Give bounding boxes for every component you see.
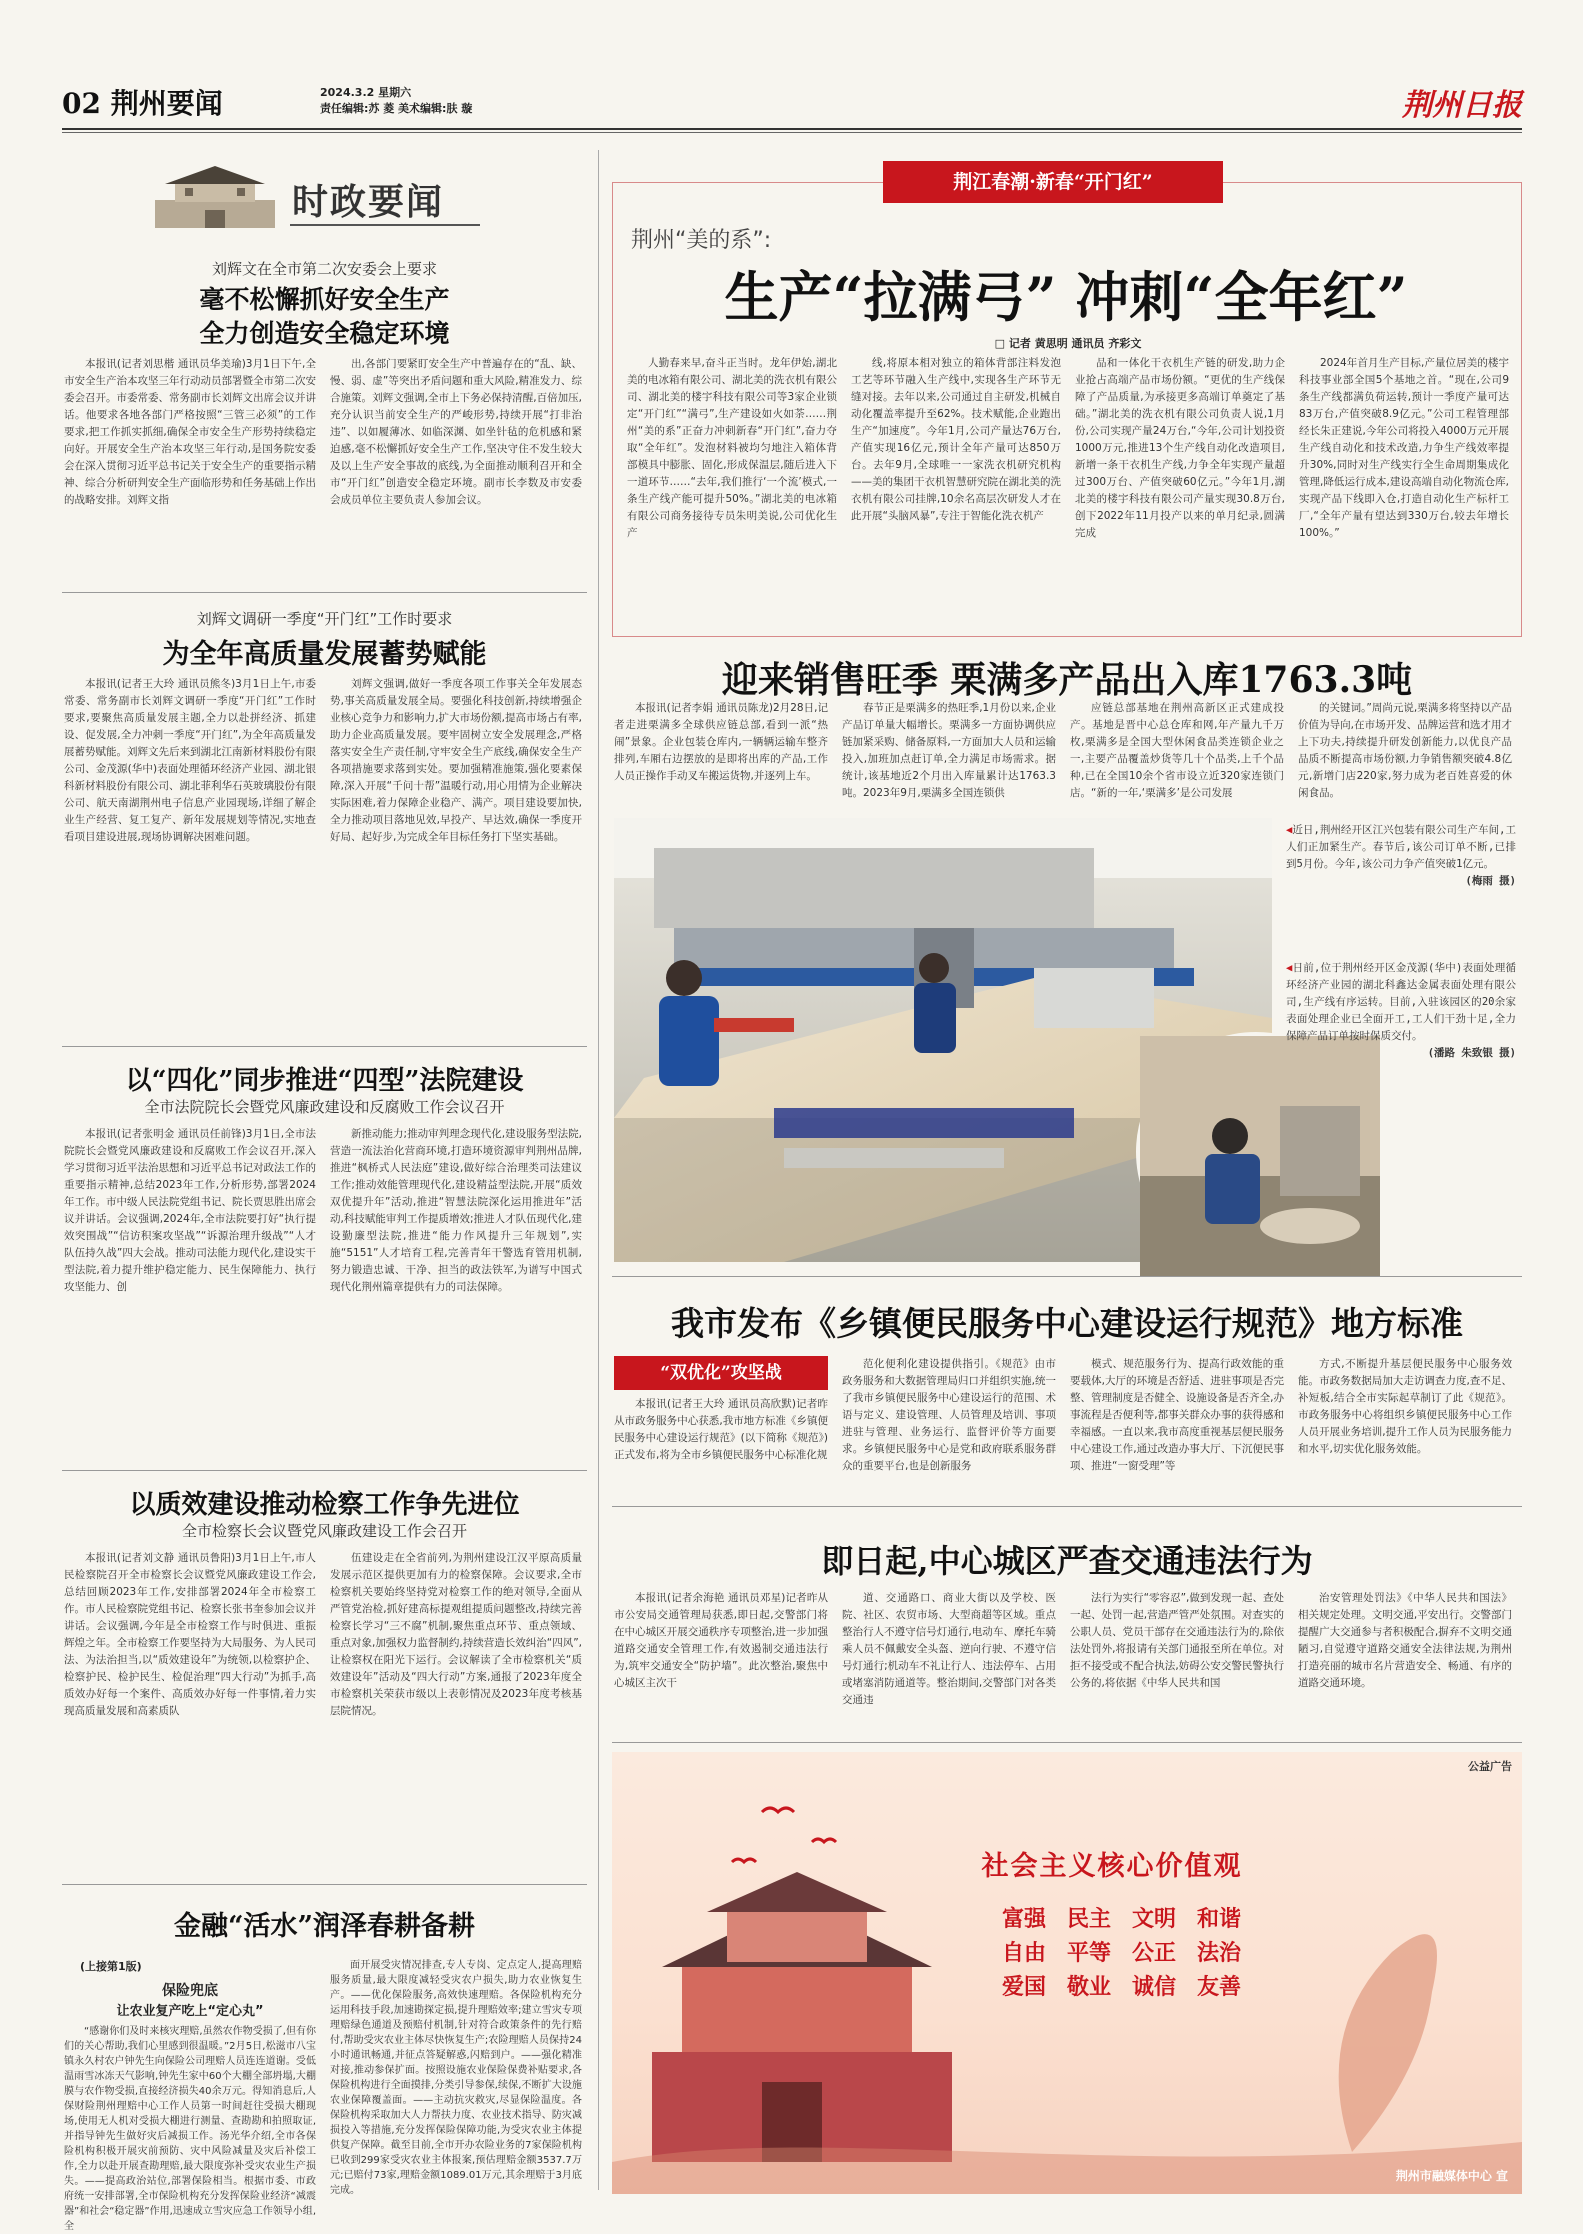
masthead-rule [62,128,1522,130]
article5-col2: 面开展受灾情况排查,专人专岗、定点定人,提高理赔服务质量,最大限度减轻受灾农户损失,助力农业恢复生产。——优化保险服务,高效快速理赔。各保险机构充分运用科技手段,加速勘探定损,提升理赔效率;建立雪灾专项理赔绿色通道及预赔付机制,针对符合政策条件的先行赔付,帮助受灾农业主体尽快恢复生产;农险理赔人员保持24小时通讯畅通,并征点答疑解惑,闪赔到户。——强化精准对接,推动参保扩面。按照设施农业保险保费补贴要求,各保险机构进行全面摸排,分类引导参保,续保,不断扩大设施农业保障覆盖面。——主动抗灾救灾,尽显保险温度。各保险机构采取加大人力帮扶力度、农业技术指导、防灾减损投入等措施,充分发挥保险保障功能,为受灾农业主体提供复产保障。截至目前,全市开办农险业务的7家保险机构已收到299家受灾农业主体报案,预估理赔金额3537.7万元;已赔付73家,理赔金额1089.01万元,其余理赔于3月底完成。 [330,1960,582,2196]
standard-col2: 范化便利化建设提供指引。《规范》由市政务服务和大数据管理局归口并组织实施,统一了我市乡镇便民服务中心建设运行的范围、术语与定义、建设管理、人员管理及培训、事项进驻与管理、业务运行、监督评价等方面要求。乡镇便民服务中心是党和政府联系服务群众的重要平台,也是创新服务 [842,1358,1056,1472]
standard-col1: 本报讯(记者王大玲 通讯员高欣默)记者昨从市政务服务中心获悉,我市地方标准《乡镇便民服务中心建设运行规范》(以下简称《规范》)正式发布,将为全市乡镇便民服务中心标准化规 [614,1398,828,1461]
article5-title: 金融“活水”润泽春耕备耕 [173,1911,476,1942]
divider [62,592,587,593]
standard-tag: “双优化”攻坚战 [614,1356,828,1390]
page-label: 02 荆州要闻 [62,87,223,120]
article1-col2: 出,各部门要紧盯安全生产中普遍存在的“乱、缺、慢、弱、虚”等突出矛盾问题和重大风险,精准发力、综合施策。刘辉文强调,全市上下务必保持清醒,百倍加压,充分认识当前安全生产的严峻形势,持续开展“打非治违”、以如履薄冰、如临深渊、如坐针毡的危机感和紧迫感,毫不松懈抓好安全生产工作,坚决守住不发生较大及以上生产安全事故的底线,为全面推动顺利召开和全市“开门红”创造安全稳定环境。副市长李数及市安委会成员单位主要负责人参加会议。 [330,358,582,506]
article1-title-line2: 全力创造安全稳定环境 [199,319,450,348]
divider [62,1046,587,1047]
core-value: 公正 [1132,1941,1177,1966]
photo-caption-2: ◀日前,位于荆州经开区金茂源(华中)表面处理循环经济产业园的湖北科鑫达金属表面处理有限公司,生产线有序运转。目前,入驻该园区的20余家表面处理企业已全面开工,工人们干劲十足,全力保障产品订单按时保质交付。 (潘路 朱致银 摄) [1286,960,1516,1062]
feature-col1: 人勤春来早,奋斗正当时。龙年伊始,湖北美的电冰箱有限公司、湖北美的洗衣机有限公司、湖北美的楼宇科技有限公司等3家企业锁定“开门红”“满弓”,生产建设如火如荼……荆州“美的系”正奋力冲刺新春“开门红”,奋力夺取“全年红”。发泡材料被均匀地注入箱体背部模具中膨胀、固化,形成保温层,随后进入下一道环节……“去年,我们推行‘一个流’模式,一条生产线产能可提升50%。”湖北美的电冰箱有限公司商务接待专员朱明美说,公司优化生产 [627,357,837,539]
photo-caption-1: ◀近日,荆州经开区江兴包装有限公司生产车间,工人们正加紧生产。春节后,该公司订单不断,已排到5月份。今年,该公司力争产值突破1亿元。 (梅雨 摄) [1286,822,1516,890]
article3-col2: 新推动能力;推动审判理念现代化,建设服务型法院,营造一流法治化营商环境,打造环境资源审判荆州品牌,推进“枫桥式人民法庭”建设,做好综合治理类司法建议工作;推动效能管理现代化,建设精益型法院,开展“质效双优提升年”活动,推进“智慧法院深化运用推进年”活动,科技赋能审判工作提质增效;推进人才队伍现代化,建设勤廉型法院,推进“能力作风提升三年规划”,实施“5151”人才培育工程,完善青年干警选育管用机制,努力锻造忠诚、干净、担当的政法铁军,为谱写中国式现代化荆州篇章提供有力的司法保障。 [330,1128,582,1293]
caption-arrow-icon: ◀ [1286,824,1293,836]
chestnut-col3: 应链总部基地在荆州高新区正式建成投产。基地是晋中心总仓库和网,年产量九千万枚,栗满多是全国大型休闲食品类连锁企业之一,主要产品覆盖炒货等几十个品类,上千个品种,已在全国10余个省市设立近320家连锁门店。“新的一年,‘栗满多’是公司发展 [1070,702,1284,799]
ad-label: 公益广告 [1468,1760,1512,1773]
chestnut-col4: 的关键词。”周尚元说,栗满多将坚持以产品价值为导向,在市场开发、品牌运营和选才用才上下功夫,持续提升研发创新能力,以优良产品品质不断提高市场份额,力争销售额突破4.8亿元,新增门店220家,努力成为老百姓喜爱的休闲食品。 [1298,702,1512,799]
core-value: 平等 [1067,1941,1112,1966]
traffic-col2: 道、交通路口、商业大街以及学校、医院、社区、农贸市场、大型商超等区域。重点整治行人不遵守信号灯通行,电动车、摩托车骑乘人员不佩戴安全头盔、逆向行驶、不遵守信号灯通行;机动车不礼让行人、违法停车、占用或堵塞消防通道等。整治期间,交警部门对各类交通违 [842,1592,1056,1706]
article5-col1: “感谢你们及时来核灾理赔,虽然农作物受损了,但有你们的关心帮助,我们心里感到很温暖。”2月5日,松滋市八宝镇永久村农户钟先生向保险公司理赔人员连连道谢。受低温雨雪冰冻天气影响,钟先生家中60个大棚全部坍塌,大棚膜与农作物受损,直接经济损失40余万元。得知消息后,人保财险荆州理赔中心工作人员第一时间赶往受损大棚现场,使用无人机对受损大棚进行测量、查勘勘和拍照取证,并指导钟先生做好灾后减损工作。汤光华介绍,全市各保险机构积极开展灾前预防、灾中风险减量及灾后补偿工作,全力以赴开展查勘理赔,最大限度弥补受灾农业生产损失。——提高政治站位,部署保险相当。根据市委、市政府统一安排部署,全市保险机构充分发挥保险业经济“减震器”和社会“稳定器”作用,迅速成立雪灾应急工作领导小组,全 [64,2026,316,2232]
article1-title-line1: 毫不松懈抓好安全生产 [199,285,450,314]
article4-title: 以质效建设推动检察工作争先进位 [129,1490,520,1520]
feature-banner: 荆江春潮·新春“开门红” [883,161,1223,203]
core-value: 友善 [1197,1975,1242,2000]
newspaper-logo: 荆州日报 [1402,88,1522,123]
article1-col1: 本报讯(记者刘思楷 通讯员华美瑜)3月1日下午,全市安全生产治本攻坚三年行动动员部署暨全市第二次安委会召开。市委常委、常务副市长刘辉文出席会议并讲话。他要求各地各部门严格按照“三管三必须”的工作要求,把工作抓实抓细,确保全市安全生产形势持续稳定向好。开展安全生产治本攻坚三年行动,是国务院安委会在深入贯彻习近平总书记关于安全生产的重要指示精神、综合分析研判安全生产面临形势和任务基础上作出的战略安排。刘辉文指 [64,358,316,506]
section-title-rule [290,224,480,226]
article2-col1: 本报讯(记者王大玲 通讯员熊冬)3月1日上午,市委常委、常务副市长刘辉文调研一季度“开门红”工作时要求,要聚焦高质量发展主题,全力以赴拼经济、抓建设、促发展,全力冲刺一季度“开门红”,为全年高质量发展蓄势赋能。刘辉文先后来到湖北江南新材料股份有限公司、金茂源(华中)表面处理循环经济产业园、湖北银科新材料股份有限公司、湖北菲利华石英玻璃股份有限公司、航天南湖荆州电子信息产业园现场,详细了解企业生产经营、复工复产、新年发展规划等情况,实地查看项目建设进展,现场协调解决困难问题。 [64,678,316,843]
feature-col4: 2024年首月生产目标,产量位居美的楼宇科技事业部全国5个基地之首。“现在,公司9条生产线都满负荷运转,预计一季度产量可达83万台,产值突破8.9亿元。”公司工程管理部经长朱正建说,今年公司将投入4000万元开展生产线自动化和技术改造,力争生产线效率提升30%,同时对生产线实行全生命周期集成化管理,降低运行成本,建设高端自动化物流仓库,实现产品下线即入仓,打造自动化生产标杆工厂,“全年产量有望达到330万台,较去年增长100%。” [1299,357,1509,539]
core-value: 法治 [1197,1941,1242,1966]
feature-box [612,171,1522,637]
article3-subtitle: 全市法院院长会暨党风廉政建设和反腐败工作会议召开 [144,1098,505,1116]
article5-subhead2: 让农业复产吃上“定心丸” [116,2004,264,2019]
city-gate-icon [150,160,280,230]
photo-credit-2: (潘路 朱致银 摄) [1427,1047,1516,1059]
feature-col2: 线,将原本相对独立的箱体背部注料发泡工艺等环节融入生产线中,实现各生产环节无缝对接。去年以来,公司通过自主研发,机械自动化覆盖率提升至62%。技术赋能,企业跑出生产“加速度”。今年1月,公司产量达76万台,产值实现16亿元,预计全年产量可达850万台。去年9月,全球唯一一家洗衣机研究机构——美的集团干衣机智慧研究院在湖北美的洗衣机有限公司挂牌,10余名高层次研发人才在此开展“头脑风暴”,专注于智能化洗衣机产 [851,357,1061,522]
column-divider [598,150,599,2190]
article2-pretitle: 刘辉文调研一季度“开门红”工作时要求 [196,610,453,628]
core-value: 文明 [1132,1907,1177,1932]
standard-col3: 模式、规范服务行为、提高行政效能的重要载体,大厅的环境是否舒适、进驻事项是否完整、管理制度是否健全、设施设备是否齐全,办事流程是否便利等,都事关群众办事的获得感和幸福感。一直以来,我市高度重视基层便民服务中心建设工作,通过改造办事大厅、下沉便民事项、推进“一窗受理”等 [1070,1358,1284,1472]
core-value: 自由 [1002,1941,1047,1966]
article2-title: 为全年高质量发展蓄势赋能 [162,639,487,670]
article4-col2: 伍建设走在全省前列,为荆州建设江汉平原高质量发展示范区提供更加有力的检察保障。会议要求,全市检察机关要始终坚持党对检察工作的绝对领导,全面从严管党治检,抓好建高标提观组提质问题整改,持续完善检察长学习“三不腐”机制,聚焦重点环节、重点领域、重点对象,加强权力监督制约,持续营造长效纠治“四风”,让检察权在阳光下运行。会议解读了全市检察机关“质效建设年”活动及“四大行动”方案,通报了2023年度全市检察机关荣获市级以上表彰情况及2023年度考核基层院情况。 [330,1552,582,1717]
feature-col3: 品和一体化干衣机生产链的研发,助力企业抢占高端产品市场份额。“更优的生产线保障了产品质量,为承接更多高端订单奠定了基础。”湖北美的洗衣机有限公司负责人说,1月份,公司实现产量24万台,“今年,公司计划投资1000万元,推进13个生产线自动化改造项目,新增一条干衣机生产线,力争全年实现产量超过300万台、产值突破60亿元。”今年1月,湖北美的楼宇科技有限公司产量实现30.8万台,创下2022年11月投产以来的单月纪录,圆满完成 [1075,357,1285,539]
core-value: 富强 [1002,1907,1047,1932]
core-value: 和谐 [1197,1907,1242,1932]
standard-title: 我市发布《乡镇便民服务中心建设运行规范》地方标准 [671,1304,1463,1343]
chestnut-col1: 本报讯(记者李娟 通讯员陈龙)2月28日,记者走进栗满多全球供应链总部,看到一派“热闹”景象。企业包装仓库内,一辆辆运输车整齐排列,车厢右边摆放的是即将出库的产品,工作人员正操作手动叉车搬运货物,并逐列上车。 [614,702,828,782]
masthead [62,78,1522,128]
photo-credit-1: (梅雨 摄) [1465,875,1516,887]
caption-arrow-icon: ◀ [1286,962,1293,974]
traffic-col1: 本报讯(记者余海艳 通讯员邓星)记者昨从市公安局交通管理局获悉,即日起,交警部门将在中心城区开展交通秩序专项整治,进一步加强道路交通安全管理工作,有效遏制交通违法行为,筑牢交通安全“防护墙”。此次整治,聚焦中心城区主次干 [614,1592,828,1689]
public-service-ad [612,1752,1522,2194]
section-header [150,160,480,232]
chestnut-title: 迎来销售旺季 栗满多产品出入库1763.3吨 [721,659,1413,701]
article4-subtitle: 全市检察长会议暨党风廉政建设工作会召开 [181,1522,467,1540]
ad-title: 社会主义核心价值观 [981,1851,1243,1882]
core-value: 敬业 [1067,1975,1112,2000]
feature-title: 生产“拉满弓” 冲刺“全年红” [724,265,1408,329]
editors: 责任编辑:苏 菱 美术编辑:肤 璇 [320,102,473,115]
issue-date: 2024.3.2 星期六 [320,86,412,99]
feature-kicker: 荆州“美的系”: [631,228,772,253]
divider [612,1742,1522,1743]
divider [612,1506,1522,1507]
traffic-col4: 治安管理处罚法》《中华人民共和国法》相关规定处理。文明交通,平安出行。交警部门提醒广大交通参与者积极配合,摒弃不文明交通陋习,自觉遵守道路交通安全法律法规,为荆州打造亮丽的城市名片营造安全、畅通、有序的道路交通环境。 [1298,1592,1512,1689]
section-title: 时政要闻 [292,181,445,223]
article3-title: 以“四化”同步推进“四型”法院建设 [125,1066,524,1096]
masthead-rule-thin [62,132,1522,133]
core-value: 爱国 [1002,1975,1047,2000]
article5-subhead1: 保险兜底 [162,1983,218,1999]
article1-pretitle: 刘辉文在全市第二次安委会上要求 [211,260,437,278]
chestnut-col2: 春节正是栗满多的热旺季,1月份以来,企业产品订单量大幅增长。栗满多一方面协调供应链加紧采购、储备原料,一方面加大人员和运输投入,加班加点赶订单,全力满足市场需求。据统计,该基地近2个月出入库量累计达1763.3吨。2023年9月,栗满多全国连锁供 [842,702,1056,799]
ad-footer: 荆州市融媒体中心 宣 [1395,2169,1508,2183]
traffic-col3: 法行为实行“零容忍”,做到发现一起、查处一起、处罚一起,营造严管严处氛围。对查实的公职人员、党员干部存在交通违法行为的,除依法处罚外,将报请有关部门通报至所在单位。对拒不接受或不配合执法,妨碍公安交警民警执行公务的,将依据《中华人民共和国 [1070,1592,1284,1689]
article2-col2: 刘辉文强调,做好一季度各项工作事关全年发展态势,事关高质量发展全局。要强化科技创新,持续增强企业核心竞争力和影响力,扩大市场份额,提高市场占有率,助力企业高质量发展。要牢固树立安全发展理念,严格落实安全生产责任制,守牢安全生产底线,确保安全生产各项措施要求落到实处。要加强精准施策,强化要素保障,深入开展“千问十帮”温暖行动,用心用情为企业解决实际困难,着力保障企业稳产、满产。项目建设要加快,全力推动项目落地见效,早投产、早达效,确保一季度开好局、起好步,为完成全年目标任务打下坚实基础。 [330,678,582,843]
feature-byline: □ 记者 黄思明 通讯员 齐彩文 [994,337,1142,350]
core-value: 诚信 [1132,1975,1177,2000]
divider [612,1276,1522,1277]
article4-col1: 本报讯(记者刘文静 通讯员鲁阳)3月1日上午,市人民检察院召开全市检察长会议暨党风廉政建设工作会,总结回顾2023年工作,安排部署2024年全市检察工作。市人民检察院党组书记、检察长张书奎参加会议并讲话。会议强调,今年是全市检察工作与时俱进、重振辉煌之年。全市检察工作要坚持为大局服务、为人民司法、为法治担当,以“质效建设年”为统领,以检察护企、检察护民、检护民生、检促治理“四大行动”为抓手,高质效办好每一个案件、高质效办好每一件事情,着力实现高质量发展和高素质队 [64,1552,316,1717]
standard-col4: 方式,不断提升基层便民服务中心服务效能。市政务数据局加大走访调查力度,查不足、补短板,结合全市实际起草制订了此《规范》。市政务服务中心将组织乡镇便民服务中心工作人员开展业务培训,提升工作人员为民服务能力和水平,切实优化服务效能。 [1298,1358,1512,1455]
workshop-photo-inset [1136,1032,1376,1272]
divider [62,1884,587,1885]
core-value: 民主 [1067,1907,1112,1932]
traffic-title: 即日起,中心城区严查交通违法行为 [821,1542,1313,1580]
divider [62,1470,587,1471]
article3-col1: 本报讯(记者张明金 通讯员任前锋)3月1日,全市法院院长会暨党风廉政建设和反腐败工作会议召开,深入学习贯彻习近平法治思想和习近平总书记对政法工作的重要指示精神,总结2023年工作,分析形势,部署2024年工作。市中级人民法院党组书记、院长贾思胜出席会议并讲话。会议强调,2024年,全市法院要打好“执行提效突围战”“信访积案攻坚战”“诉源治理升级战”“人才队伍持久战”四大会战。推动司法能力现代化,建设实干型法院,着力提升维护稳定能力、民生保障能力、执行攻坚能力、创 [64,1128,316,1293]
article5-lead-note: (上接第1版) [80,1960,142,1973]
